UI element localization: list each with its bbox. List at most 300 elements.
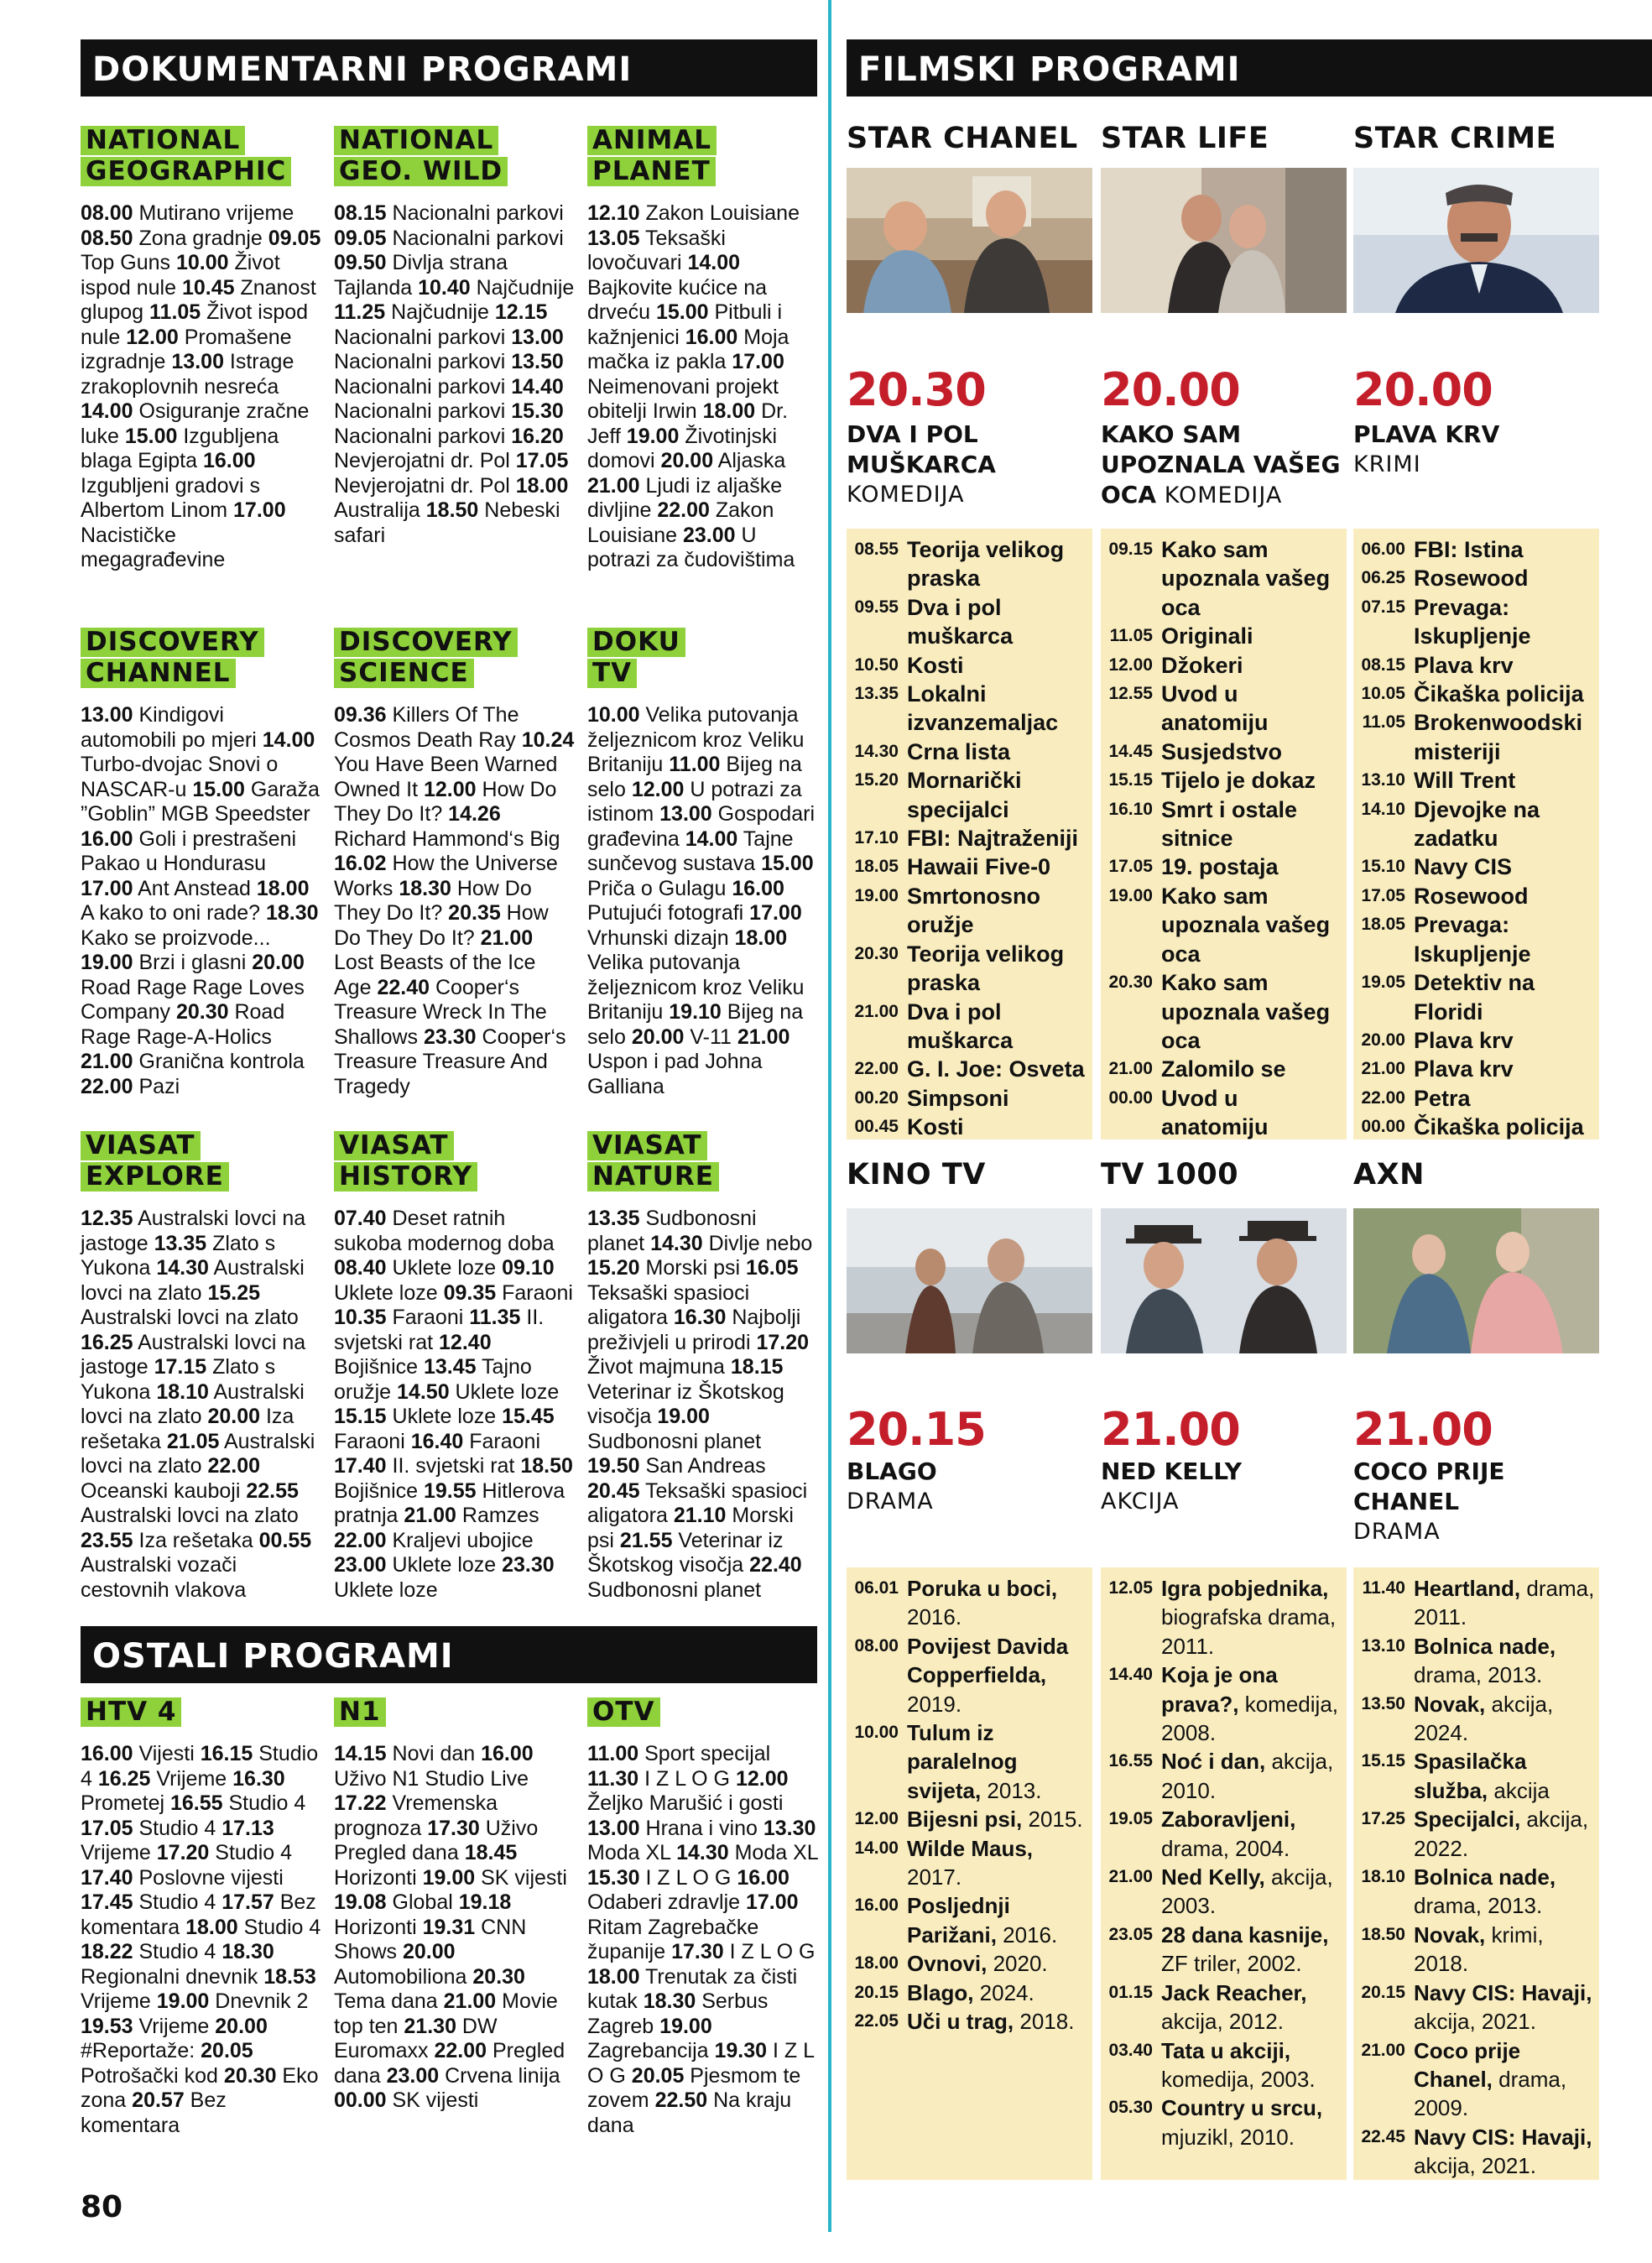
list-time: 08.15: [1361, 654, 1405, 675]
schedule-time: 17.40: [334, 1454, 387, 1478]
list-item: [847, 1718, 1092, 1805]
list-time: 14.45: [1108, 741, 1153, 761]
list-time: 22.00: [854, 1059, 899, 1079]
list-title: Crna lista: [907, 738, 1011, 764]
list-time: 17.25: [1361, 1809, 1405, 1829]
film-channel-name: STAR LIFE: [1101, 122, 1269, 155]
schedule-show: Divlja strana Tajlanda: [334, 251, 508, 300]
section-title: DOKUMENTARNI PROGRAMI: [92, 50, 633, 89]
schedule-time: 16.25: [97, 1766, 151, 1791]
list-title: Hawaii Five-0: [907, 854, 1051, 880]
schedule-time: 18.00: [515, 473, 569, 498]
column-divider: [828, 0, 831, 2232]
schedule-time: 18.30: [643, 1989, 696, 2013]
schedule-time: 19.55: [424, 1478, 477, 1503]
list-time: 20.30: [1108, 972, 1153, 993]
list-item: [847, 853, 1092, 881]
list-title: Spasilačka služba, akcija: [1414, 1749, 1550, 1803]
schedule-show: Priča o Gulagu: [587, 876, 732, 900]
list-time: 09.55: [854, 597, 899, 617]
schedule-time: 22.40: [749, 1553, 802, 1577]
schedule-time: 22.00: [81, 1074, 133, 1098]
channel-schedule: [587, 1742, 818, 2138]
schedule-show: Nevjerojatni dr. Pol: [334, 473, 516, 498]
schedule-show: Moda XL: [728, 1841, 818, 1864]
schedule-show: Ramzes: [456, 1504, 539, 1527]
list-item: [847, 680, 1092, 738]
channel-name: NATIONAL GEOGRAPHIC: [81, 126, 291, 188]
schedule-show: Pazi: [133, 1074, 180, 1098]
list-item: [1101, 2036, 1347, 2094]
schedule-show: Novi dan: [386, 1742, 482, 1765]
schedule-time: 17.30: [427, 1816, 480, 1840]
schedule-show: Na kraju dana: [587, 2088, 792, 2137]
schedule-time: 14.00: [262, 727, 315, 752]
schedule-show: Nacističke megagrađevine: [81, 523, 226, 571]
list-item: [1353, 1632, 1599, 1690]
schedule-show: DW Euromaxx: [334, 2014, 498, 2062]
list-detail: akcija, 2021.: [1414, 2009, 1536, 2035]
schedule-time: 21.00: [587, 473, 640, 498]
list-detail: krimi, 2018.: [1414, 1921, 1544, 1977]
schedule-time: 10.00: [587, 703, 640, 727]
schedule-show: Zona gradnje: [133, 226, 268, 250]
schedule-show: Vrijeme: [150, 1766, 233, 1791]
schedule-time: 15.00: [655, 300, 709, 324]
schedule-show: Uklete loze: [334, 1577, 438, 1602]
schedule-show: Studio 4: [237, 1915, 321, 1939]
schedule-show: Bajkovite kućice na drveću: [587, 275, 768, 324]
list-detail: 2017.: [907, 1864, 962, 1890]
film-genre: DRAMA: [1353, 1519, 1441, 1545]
schedule-show: Cooper‘s Treasure Treasure And Tragedy: [334, 1025, 566, 1098]
list-time: 14.40: [1108, 1665, 1153, 1685]
list-item: [847, 1055, 1092, 1083]
list-time: 03.40: [1108, 2040, 1153, 2060]
film-title: PLAVA KRV KRIMI: [1353, 420, 1605, 480]
schedule-show: Iza rešetaka: [133, 1528, 259, 1552]
list-title: G. I. Joe: Osveta: [907, 1056, 1085, 1082]
list-time: 06.01: [854, 1578, 899, 1598]
schedule-show: Nacionalni parkovi: [334, 325, 512, 349]
film-photo-couple-hug: [1101, 168, 1347, 313]
list-title: Teorija velikog praska: [907, 941, 1065, 996]
schedule-show: Putujući fotografi: [587, 901, 750, 925]
schedule-time: 13.00: [171, 350, 224, 373]
list-title: FBI: Istina: [1414, 537, 1524, 562]
schedule-show: Potrošački kod: [81, 2063, 224, 2088]
channel-schedule: [81, 201, 324, 573]
schedule-show: Kraljevi ubojice: [386, 1528, 534, 1552]
schedule-time: 18.00: [587, 1964, 640, 1989]
film-time: 20.30: [847, 363, 986, 416]
schedule-time: 15.25: [207, 1280, 261, 1305]
list-title: Povijest Davida Copperfielda, 2019.: [907, 1633, 1069, 1717]
channel-n1: [334, 1697, 577, 2114]
list-item: [1353, 1026, 1599, 1055]
list-item: [847, 1891, 1092, 1949]
list-item: [1353, 766, 1599, 795]
list-time: 18.00: [854, 1953, 899, 1974]
schedule-time: 16.30: [673, 1306, 727, 1329]
list-item: [847, 940, 1092, 998]
list-time: 20.00: [1361, 1030, 1405, 1050]
schedule-time: 07.40: [334, 1207, 387, 1230]
list-item: [1353, 593, 1599, 651]
schedule-time: 21.30: [404, 2014, 456, 2038]
schedule-show: Iza rešetaka: [81, 1405, 294, 1453]
list-title: Prevaga: Iskupljenje: [1414, 594, 1531, 649]
schedule-show: Granična kontrola: [133, 1050, 305, 1073]
schedule-show: SK vijesti: [386, 2088, 479, 2112]
list-item: [1353, 535, 1599, 564]
list-item: [1353, 708, 1599, 766]
schedule-time: 16.20: [511, 424, 564, 448]
schedule-show: Divlje nebo: [702, 1231, 813, 1255]
list-title: Bolnica nade, drama, 2013.: [1414, 1633, 1556, 1688]
film-time: 21.00: [1353, 1403, 1493, 1456]
list-time: 22.00: [1361, 1087, 1405, 1108]
film-channel-name: KINO TV: [847, 1158, 986, 1191]
schedule-show: Nacionalni parkovi: [386, 226, 564, 250]
channel-schedule: [81, 703, 324, 1099]
film-genre: AKCIJA: [1101, 1489, 1180, 1515]
schedule-time: 15.00: [124, 424, 178, 448]
schedule-show: Odaberi zdravlje: [587, 1890, 746, 1914]
list-detail: akcija, 2021.: [1414, 2153, 1536, 2179]
list-time: 10.05: [1361, 684, 1405, 704]
schedule-time: 12.35: [81, 1207, 133, 1230]
schedule-time: 14.15: [334, 1742, 387, 1765]
schedule-time: 00.55: [258, 1528, 312, 1552]
schedule-show: CNN Shows: [334, 1915, 527, 1963]
schedule-time: 17.20: [156, 1841, 210, 1864]
schedule-time: 17.00: [81, 876, 133, 900]
schedule-time: 13.35: [587, 1207, 640, 1230]
schedule-show: Poslovne vijesti: [133, 1865, 284, 1890]
section-header-film: [847, 39, 1652, 96]
list-title: Smrtonosno oružje: [907, 883, 1040, 938]
list-title: 19. postaja: [1161, 854, 1279, 880]
list-time: 23.05: [1108, 1924, 1153, 1944]
schedule-time: 21.00: [737, 1025, 790, 1049]
schedule-show: Aljaska: [713, 449, 786, 472]
schedule-time: 22.00: [434, 2039, 487, 2062]
schedule-show: Faraoni: [334, 1429, 411, 1453]
list-item: [1101, 882, 1347, 968]
schedule-show: Prometej: [81, 1791, 170, 1815]
list-title: Poruka u boci, 2016.: [907, 1576, 1058, 1630]
list-time: 05.30: [1108, 2098, 1153, 2118]
schedule-show: Australski lovci na zlato: [81, 1379, 305, 1428]
schedule-time: 20.30: [175, 1000, 229, 1024]
list-time: 00.20: [854, 1087, 899, 1108]
schedule-show: Uspon i pad Johna Galliana: [587, 1050, 763, 1098]
schedule-show: Brzi i glasni: [133, 951, 253, 974]
schedule-show: Regionalni dnevnik: [81, 1964, 264, 1989]
list-item: [847, 998, 1092, 1056]
schedule-time: 16.30: [232, 1766, 285, 1791]
list-item: [1101, 1055, 1347, 1083]
schedule-time: 17.13: [221, 1816, 274, 1840]
schedule-time: 17.05: [81, 1816, 133, 1840]
list-item: [1101, 1863, 1347, 1921]
list-title: Džokeri: [1161, 652, 1243, 678]
channel-name: DOKU TV: [587, 628, 685, 690]
schedule-time: 20.00: [207, 1405, 261, 1428]
schedule-time: 18.50: [520, 1454, 573, 1478]
film-schedule-list: [847, 1567, 1092, 2180]
schedule-time: 20.35: [448, 901, 501, 925]
list-detail: 2018.: [1014, 2009, 1075, 2035]
schedule-time: 18.22: [81, 1940, 133, 1963]
list-item: [847, 824, 1092, 853]
schedule-time: 11.30: [587, 1766, 639, 1791]
list-time: 19.05: [1361, 972, 1405, 993]
schedule-show: Australski lovci na zlato: [81, 1504, 299, 1527]
schedule-time: 20.05: [201, 2039, 253, 2062]
schedule-show: Vrijeme: [81, 1841, 157, 1864]
channel-name: VIASAT EXPLORE: [81, 1131, 229, 1193]
schedule-time: 13.35: [154, 1231, 207, 1255]
schedule-show: Promašene izgradnje: [81, 325, 292, 373]
schedule-show: Mutirano vrijeme: [133, 201, 294, 225]
schedule-time: 09.35: [443, 1280, 497, 1305]
schedule-time: 18.00: [185, 1915, 238, 1939]
schedule-show: Studio 4: [133, 1940, 222, 1963]
list-time: 00.45: [854, 1117, 899, 1137]
film-genre: KOMEDIJA: [847, 482, 965, 508]
list-item: [1353, 651, 1599, 680]
channel-viasat-nature: [587, 1131, 818, 1603]
schedule-time: 10.24: [521, 727, 575, 752]
schedule-time: 18.50: [425, 498, 479, 522]
schedule-time: 13.30: [763, 1816, 816, 1840]
list-item: [1353, 1863, 1599, 1921]
channel-schedule: [587, 703, 818, 1099]
schedule-time: 12.00: [424, 777, 477, 801]
list-time: 14.10: [1361, 799, 1405, 819]
list-time: 19.00: [854, 885, 899, 905]
list-item: [847, 1834, 1092, 1892]
schedule-time: 19.08: [334, 1890, 387, 1914]
schedule-time: 13.45: [424, 1355, 477, 1379]
list-time: 19.00: [1108, 885, 1153, 905]
channel-schedule: [334, 1742, 577, 2114]
schedule-show: Lost Beasts of the Ice Age: [334, 951, 536, 999]
list-detail: drama, 2013.: [1414, 1662, 1543, 1688]
schedule-show: I Z L O G: [638, 1766, 736, 1791]
schedule-show: Bez komentara: [81, 2088, 227, 2137]
schedule-time: 23.30: [424, 1025, 477, 1049]
film-title: NED KELLY AKCIJA: [1101, 1457, 1352, 1517]
list-item: [1101, 1747, 1347, 1805]
list-detail: akcija, 2012.: [1161, 2009, 1284, 2035]
schedule-show: Uživo N1 Studio Live: [334, 1766, 529, 1791]
schedule-time: 13.00: [659, 802, 712, 826]
list-time: 06.00: [1361, 540, 1405, 559]
list-time: 11.40: [1362, 1578, 1405, 1598]
list-item: [1353, 795, 1599, 853]
schedule-time: 18.53: [263, 1964, 316, 1989]
schedule-time: 23.55: [81, 1528, 133, 1552]
schedule-time: 11.35: [469, 1306, 521, 1329]
list-title: Mornarički specijalci: [907, 768, 1022, 822]
schedule-show: Horizonti: [334, 1915, 423, 1939]
schedule-show: Gospodari građevina: [587, 802, 815, 851]
schedule-time: 12.10: [587, 201, 640, 225]
list-title: Ovnovi, 2020.: [907, 1951, 1048, 1977]
section-title: FILMSKI PROGRAMI: [858, 50, 1241, 89]
list-title: Plava krv: [1414, 652, 1514, 678]
schedule-show: Road Rage Rage Loves Company: [81, 975, 305, 1024]
list-time: 21.00: [1108, 1867, 1153, 1887]
schedule-show: Uklete loze: [386, 1553, 503, 1577]
list-time: 09.15: [1108, 540, 1153, 559]
schedule-time: 19.31: [422, 1915, 476, 1939]
list-time: 15.15: [1108, 770, 1153, 790]
list-time: 16.55: [1108, 1751, 1153, 1771]
schedule-time: 20.05: [631, 2063, 685, 2088]
schedule-show: Australski lovci na jastoge: [81, 1207, 306, 1255]
list-time: 14.00: [854, 1838, 899, 1858]
schedule-time: 10.35: [334, 1306, 387, 1329]
schedule-show: Crvena linija: [439, 2063, 560, 2088]
schedule-show: Zagrebancija: [587, 2039, 715, 2062]
schedule-show: Život majmuna: [587, 1355, 731, 1379]
list-time: 20.15: [854, 1982, 899, 2002]
section-title: OSTALI PROGRAMI: [92, 1637, 454, 1676]
list-detail: akcija, 2003.: [1161, 1864, 1333, 1919]
schedule-show: Ritam Zagrebačke županije: [587, 1915, 759, 1963]
schedule-time: 15.00: [192, 777, 245, 801]
list-title: Susjedstvo: [1161, 738, 1283, 764]
list-time: 06.25: [1361, 568, 1405, 588]
schedule-show: Uklete loze: [449, 1379, 560, 1404]
list-item: [1101, 2094, 1347, 2151]
list-title: Will Trent: [1414, 768, 1516, 794]
list-time: 11.05: [1109, 626, 1153, 646]
list-item: [1101, 1805, 1347, 1863]
list-detail: 2024.: [973, 1979, 1034, 2005]
schedule-time: 18.15: [730, 1355, 784, 1379]
list-time: 10.50: [854, 654, 899, 675]
schedule-show: Zakon Louisiane: [587, 498, 774, 547]
list-item: [847, 2007, 1092, 2036]
schedule-time: 16.15: [200, 1742, 253, 1765]
list-item: [1353, 853, 1599, 881]
list-item: [1353, 1805, 1599, 1863]
list-title: Čikaška policija: [1414, 681, 1584, 707]
list-title: Specijalci, akcija, 2022.: [1414, 1807, 1589, 1861]
list-title: Heartland, drama, 2011.: [1414, 1576, 1595, 1630]
schedule-time: 16.55: [169, 1791, 223, 1815]
schedule-time: 09.50: [334, 251, 387, 274]
schedule-show: Sudbonosni planet: [587, 1429, 762, 1453]
list-detail: drama, 2009.: [1414, 2066, 1567, 2121]
schedule-show: Znanost glupog: [81, 275, 316, 324]
list-title: Kako sam upoznala vašeg oca: [1161, 537, 1331, 620]
list-time: 15.20: [854, 770, 899, 790]
schedule-time: 22.00: [334, 1528, 387, 1552]
list-item: [847, 766, 1092, 824]
schedule-show: Zlato s Yukona: [81, 1231, 276, 1280]
schedule-show: Movie top ten: [334, 1989, 558, 2038]
list-item: [1101, 535, 1347, 622]
schedule-time: 16.00: [737, 1865, 790, 1890]
schedule-show: Moja mačka iz pakla: [587, 325, 790, 373]
list-title: Dva i pol muškarca: [907, 999, 1014, 1053]
list-detail: akcija: [1488, 1777, 1550, 1803]
schedule-time: 18.10: [156, 1379, 209, 1404]
channel-name: ANIMAL PLANET: [587, 126, 717, 188]
list-title: Detektiv na Floridi: [1414, 970, 1535, 1025]
schedule-show: U potrazi za čudovištima: [587, 523, 795, 571]
list-item: [847, 1805, 1092, 1833]
schedule-show: Horizonti: [334, 1865, 423, 1890]
film-title: DVA I POL MUŠKARCA KOMEDIJA: [847, 420, 1098, 510]
schedule-time: 15.30: [587, 1865, 640, 1890]
list-time: 12.00: [854, 1809, 899, 1829]
schedule-show: Uklete loze: [386, 1256, 503, 1280]
schedule-time: 20.00: [402, 1940, 456, 1963]
film-schedule-list: [1101, 1567, 1347, 2180]
schedule-time: 20.30: [223, 2063, 277, 2088]
schedule-show: Oceanski kauboji: [81, 1478, 247, 1503]
film-photo-sitcom-kitchen: [847, 168, 1092, 313]
schedule-time: 21.10: [673, 1504, 727, 1527]
list-time: 20.15: [1361, 1982, 1405, 2002]
schedule-show: Automobiliona: [334, 1964, 473, 1989]
schedule-show: Vremenska prognoza: [334, 1791, 498, 1840]
schedule-time: 17.57: [221, 1890, 274, 1914]
channel-name: NATIONAL GEO. WILD: [334, 126, 508, 188]
channel-schedule: [334, 1207, 577, 1603]
list-title: Dva i pol muškarca: [907, 594, 1014, 649]
list-detail: ZF triler, 2002.: [1161, 1951, 1302, 1977]
schedule-time: 14.00: [81, 399, 133, 423]
schedule-time: 12.40: [439, 1330, 492, 1354]
list-time: 13.10: [1361, 770, 1405, 790]
list-time: 08.00: [854, 1635, 899, 1656]
list-time: 21.00: [1108, 1059, 1153, 1079]
section-header-other: [81, 1626, 817, 1683]
schedule-show: Tema dana: [334, 1989, 444, 2013]
schedule-show: V-11: [684, 1025, 737, 1049]
schedule-show: Australski lovci na zlato: [81, 1256, 305, 1305]
schedule-show: Cooper‘s Treasure Wreck In The Shallows: [334, 975, 547, 1049]
list-title: Originali: [1161, 623, 1253, 649]
list-time: 10.00: [854, 1723, 899, 1743]
list-title: Brokenwoodski misteriji: [1414, 710, 1583, 764]
list-item: [1101, 968, 1347, 1055]
schedule-show: Eko zona: [81, 2063, 319, 2112]
list-time: 21.00: [854, 1001, 899, 1021]
list-title: 28 dana kasnije, ZF triler, 2002.: [1161, 1921, 1329, 1977]
schedule-show: Neimenovani projekt obitelji Irwin: [587, 374, 779, 423]
list-item: [1353, 1921, 1599, 1979]
schedule-time: 21.00: [443, 1989, 497, 2013]
channel-name: DISCOVERY SCIENCE: [334, 628, 518, 690]
schedule-show: II. svjetski rat: [334, 1306, 545, 1354]
list-detail: 2016.: [996, 1921, 1058, 1948]
schedule-time: 16.02: [334, 852, 387, 875]
schedule-time: 22.55: [246, 1478, 299, 1503]
schedule-show: Moda XL: [587, 1841, 677, 1864]
schedule-show: Uživo Pregled dana: [334, 1816, 539, 1864]
schedule-time: 13.00: [511, 325, 564, 349]
schedule-time: 19.00: [626, 424, 680, 448]
